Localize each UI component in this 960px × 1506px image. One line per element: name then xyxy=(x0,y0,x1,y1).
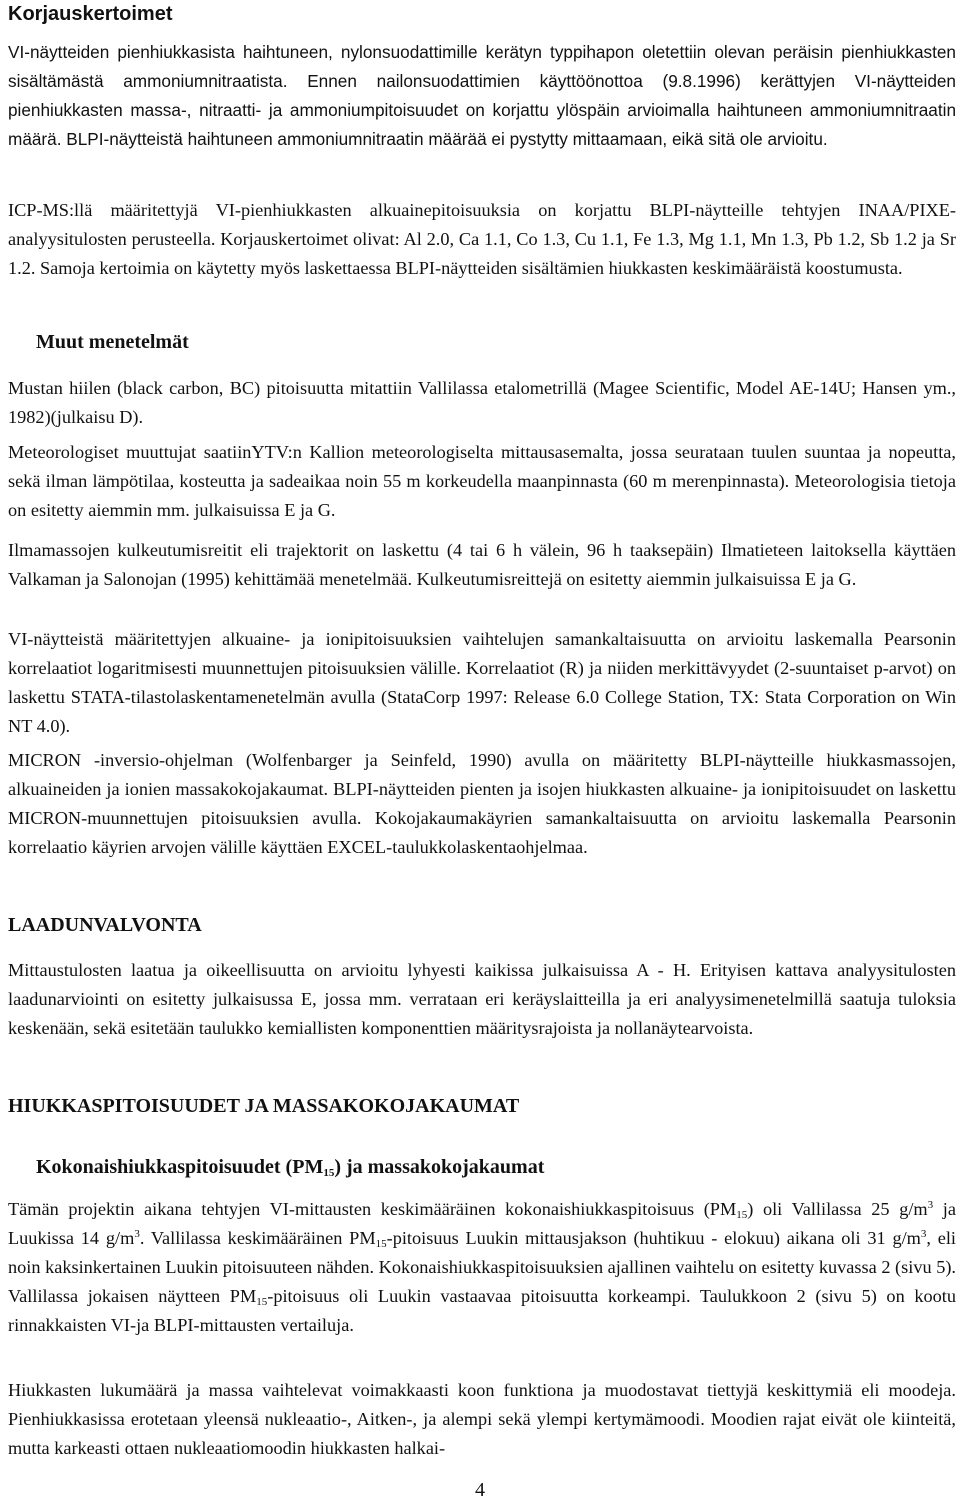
paragraph: VI-näytteiden pienhiukkasista haihtuneen, nylonsuodattimille kerätyn typpihapon oletettiin olevan peräisin pienhiukkasten sisältämästä ammoniumnitraatista. Ennen nailonsuodattimien käyttöönottoa (9.8.1996) kerättyjen VI-näytteiden pienhiukkasten massa-, nitraatti- ja ammoniumpitoisuudet on korjattu ylöspäin arvioimalla haihtuneen ammoniumnitraatin määrä. BLPI-näytteistä haihtuneen ammoniumnitraatin määrää ei pystytty mittaamaan, eikä sitä ole arvioitu. xyxy=(8,42,956,149)
subsection-heading: Kokonaishiukkaspitoisuudet $(PM_{15})$ ja massakokojakaumat xyxy=(36,1156,545,1179)
section-heading-muut-menetelmat: Muut menetelmät xyxy=(36,331,189,353)
paragraph: MICRON -inversio-ohjelman (Wolfenbarger ja Seinfeld, 1990) avulla on määritetty BLPI-näytteille hiukkasmassojen, alkuaineiden ja ionien massakokojakaumat. BLPI-näytteiden pienten ja isojen hiukkasten alkuaine- ja ionipitoisuudet on laskettu MICRON-muunnettujen pitoisuuksien avulla. Kokojakaumakäyrien samankaltaisuutta on arvioitu laskemalla Pearsonin korrelaatio käyrien arvojen välille käyttäen EXCEL-taulukkolaskentaohjelmaa. xyxy=(8,750,956,857)
page-number: 4 xyxy=(475,1479,485,1501)
paragraph: Mittaustulosten laatua ja oikeellisuutta on arvioitu lyhyesti kaikissa julkaisuissa A - H. Erityisen kattava analyysitulosten laadunarviointi on esitetty julkaisussa E, jossa mm. verrataan eri keräyslaitteilla ja eri analyysimenetelmillä saatuja tuloksia keskenään, sekä esitetään taulukko kemiallisten komponenttien määritysrajoista ja nollanäytearvoista. xyxy=(8,960,956,1038)
paragraph: ICP-MS:llä määritettyjä VI-pienhiukkasten alkuainepitoisuuksia on korjattu BLPI-näytteille tehtyjen INAA/PIXE-analyysitulosten perusteella. Korjauskertoimet olivat: Al 2.0, Ca 1.1, Co 1.3, Cu 1.1, Fe 1.3, Mg 1.1, Mn 1.3, Pb 1.2, Sb 1.2 ja Sr 1.2. Samoja kertoimia on käytetty myös laskettaessa BLPI-näytteiden sisältämien hiukkasten keskimääräistä koostumusta. xyxy=(8,200,956,278)
paragraph: Hiukkasten lukumäärä ja massa vaihtelevat voimakkaasti koon funktiona ja muodostavat tiettyjä keskittymiä eli moodeja. Pienhiukkasissa erotetaan yleensä nukleaatio-, Aitken-, ja alempi sekä ylempi kertymämoodi. Moodien rajat eivät ole kiinteitä, mutta karkeasti ottaen nukleaatiomoodin hiukkasten halkai- xyxy=(8,1380,956,1458)
section-heading-korjauskertoimet: Korjauskertoimet xyxy=(8,3,173,25)
paragraph: Meteorologiset muuttujat saatiinYTV:n Kallion meteorologiselta mittausasemalta, jossa seurataan tuulen suuntaa ja nopeutta, sekä ilman lämpötilaa, kosteutta ja sadeaikaa noin 55 m korkeudella maanpinnasta (60 m merenpinnasta). Meteorologisia tietoja on esitetty aiemmin mm. julkaisuissa E ja G. xyxy=(8,442,956,520)
paragraph: VI-näytteistä määritettyjen alkuaine- ja ionipitoisuuksien vaihtelujen samankaltaisuutta on arvioitu laskemalla Pearsonin korrelaatiot logaritmisesti muunnettujen pitoisuuksien välille. Korrelaatiot (R) ja niiden merkittävyydet (2-suuntaiset p-arvot) on laskettu STATA-tilastolaskentamenetelmän avulla (StataCorp 1997: Release 6.0 College Station, TX: Stata Corporation on Win NT 4.0). xyxy=(8,629,956,736)
paragraph: Ilmamassojen kulkeutumisreitit eli trajektorit on laskettu (4 tai 6 h välein, 96 h taaksepäin) Ilmatieteen laitoksella käyttäen Valkaman ja Salonojan (1995) kehittämää menetelmää. Kulkeutumisreittejä on esitetty aiemmin julkaisuissa E ja G. xyxy=(8,540,956,589)
section-heading-laadunvalvonta: LAADUNVALVONTA xyxy=(8,914,202,936)
paragraph: Tämän projektin aikana tehtyjen VI-mittausten keskimääräinen kokonaishiukkaspitoisuus $(PM_{15})$ oli Vallilassa 25 $g/m^3$ ja Luukissa 14 $g/m^3$. Vallilassa keskimääräinen $PM_{15}$-pitoisuus Luukin mittausjakson (huhtikuu - elokuu) aikana oli 31 $g/m^3$, eli noin kaksinkertainen Luukin pitoisuuteen nähden. Kokonaishiukkaspitoisuuksien ajallinen vaihtelu on esitetty kuvassa 2 (sivu 5). Vallilassa jokaisen näytteen $PM_{15}$-pitoisuus oli Luukin vastaavaa pitoisuutta korkeampi. Taulukkoon 2 (sivu 5) on kootu rinnakkaisten VI-ja BLPI-mittausten vertailuja. xyxy=(8,1199,957,1335)
paragraph: Mustan hiilen (black carbon, BC) pitoisuutta mitattiin Vallilassa etalometrillä (Magee Scientific, Model AE-14U; Hansen ym., 1982)(julkaisu D). xyxy=(8,378,956,427)
section-heading-hiukkaspitoisuudet: HIUKKASPITOISUUDET JA MASSAKOKOJAKAUMAT xyxy=(8,1095,520,1117)
